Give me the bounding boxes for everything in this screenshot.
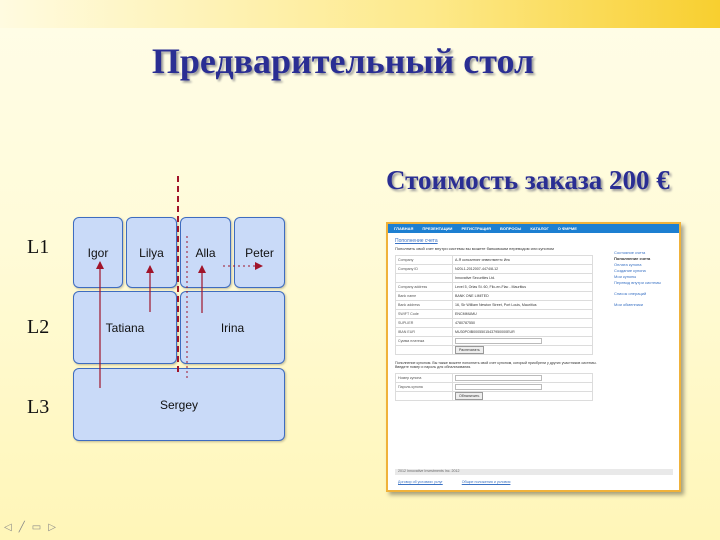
account-sidebar <box>614 250 676 308</box>
print-button[interactable]: Распечатать <box>455 346 484 354</box>
table-row <box>396 265 593 274</box>
field-value: ENCMMUMU <box>453 310 593 319</box>
slide-title: Предварительный стол <box>151 41 535 81</box>
nav-item[interactable]: ГЛАВНАЯ <box>394 226 414 231</box>
node-tatiana: Tatiana <box>73 291 177 364</box>
coupon-table <box>395 373 593 401</box>
payment-page-screenshot <box>386 222 681 492</box>
sidebar-item[interactable]: Перевод внутри системы <box>614 280 661 285</box>
table-row <box>396 310 593 319</box>
table-row <box>396 337 593 346</box>
field-label <box>396 274 453 283</box>
field-label: Номер купона <box>396 374 453 383</box>
site-nav <box>388 224 679 233</box>
footer-link[interactable]: Договор об условиях услуг <box>398 480 443 484</box>
table-row <box>396 292 593 301</box>
sidebar-item[interactable]: Мои купоны <box>614 274 637 279</box>
nav-item[interactable]: РЕГИСТРАЦИЯ <box>461 226 492 231</box>
amount-cell <box>453 337 593 346</box>
node-lilya: Lilya <box>126 217 177 288</box>
field-value: MU30POIB00055015437950000EUR <box>453 328 593 337</box>
nav-item[interactable]: О ФИРМЕ <box>557 226 577 231</box>
node-irina: Irina <box>180 291 285 364</box>
field-label: Пароль купона <box>396 383 453 392</box>
sidebar-item[interactable]: Состояние счета <box>614 250 646 255</box>
footer-link[interactable]: Общие положения и условия <box>461 480 511 484</box>
coupon-note: Пополнение купоном. Вы также можете пополнить свой счет купоном, который приобрели у других участников системы. Введите номер и пароль для обналичивания. <box>395 361 597 369</box>
table-row <box>396 374 593 383</box>
field-label: Company <box>396 256 453 265</box>
pen-icon[interactable]: ╱ <box>18 522 25 533</box>
site-footer: 2012 Innovative Investments Inc. 2012 <box>395 469 673 475</box>
sidebar-item[interactable]: Список операций <box>614 291 647 296</box>
payment-intro: Пополнить свой счет внутри системы вы можете банковским переводом или купоном <box>395 246 554 251</box>
nav-item[interactable]: ПРЕЗЕНТАЦИИ <box>422 226 453 231</box>
redeem-button[interactable]: Обналичить <box>455 392 483 400</box>
bank-details-table <box>395 255 593 355</box>
sidebar-item[interactable]: Мои обменники <box>614 302 643 307</box>
payment-heading[interactable]: Пополнение счета <box>395 238 438 244</box>
prev-slide-icon[interactable]: ◁ <box>4 522 12 533</box>
field-label: Company address <box>396 283 453 292</box>
node-igor: Igor <box>73 217 123 288</box>
table-row <box>396 328 593 337</box>
field-value: Innovative Securities Ltd. <box>453 274 593 283</box>
payment-form <box>395 238 603 401</box>
table-row <box>396 319 593 328</box>
footer-links <box>398 480 528 484</box>
node-alla: Alla <box>180 217 231 288</box>
button-cell <box>453 392 593 401</box>
input-cell <box>453 374 593 383</box>
table-row <box>396 301 593 310</box>
sidebar-item[interactable]: Оплата купона <box>614 262 642 267</box>
level-label-l1: L1 <box>27 236 50 258</box>
field-label: IBAN EUR <box>396 328 453 337</box>
order-cost-heading: Стоимость заказа 200 € <box>386 165 670 195</box>
field-value: Level 5, Orlas St. 60, Flic-en-Flac - Mauritius <box>453 283 593 292</box>
slide-navigation <box>4 522 56 533</box>
empty-cell <box>396 392 453 401</box>
next-slide-icon[interactable]: ▷ <box>48 522 56 533</box>
empty-cell <box>396 346 453 355</box>
nav-item[interactable]: ВОПРОСЫ <box>500 226 522 231</box>
amount-input[interactable] <box>455 338 542 344</box>
table-row <box>396 256 593 265</box>
level-label-l3: L3 <box>27 396 50 418</box>
node-peter: Peter <box>234 217 285 288</box>
table-row <box>396 392 593 401</box>
nav-item[interactable]: КАТАЛОГ <box>530 226 549 231</box>
field-value: 4780787550 <box>453 319 593 328</box>
button-cell <box>453 346 593 355</box>
field-value: BANK ONE LIMITED <box>453 292 593 301</box>
coupon-number-input[interactable] <box>455 375 542 381</box>
field-value: N20L1-2012007-4474/8-12 <box>453 265 593 274</box>
sidebar-item[interactable]: Пополнение счета <box>614 256 651 261</box>
field-label: SWIFT Code <box>396 310 453 319</box>
table-row <box>396 274 593 283</box>
menu-icon[interactable]: ▭ <box>31 522 42 533</box>
level-label-l2: L2 <box>27 316 50 338</box>
table-row <box>396 283 593 292</box>
field-label: Company ID <box>396 265 453 274</box>
field-label: Bank name <box>396 292 453 301</box>
table-row <box>396 346 593 355</box>
field-label: Сумма платежа <box>396 337 453 346</box>
field-value: 16, Sir William Newton Street, Port Louis, Mauritius <box>453 301 593 310</box>
coupon-password-input[interactable] <box>455 384 542 390</box>
node-sergey: Sergey <box>73 368 285 441</box>
field-value: А-Я консалтинг инвестментс Инк <box>453 256 593 265</box>
field-label: Bank address <box>396 301 453 310</box>
table-row <box>396 383 593 392</box>
field-label: SUPLIER <box>396 319 453 328</box>
input-cell <box>453 383 593 392</box>
sidebar-item[interactable]: Создание купона <box>614 268 646 273</box>
